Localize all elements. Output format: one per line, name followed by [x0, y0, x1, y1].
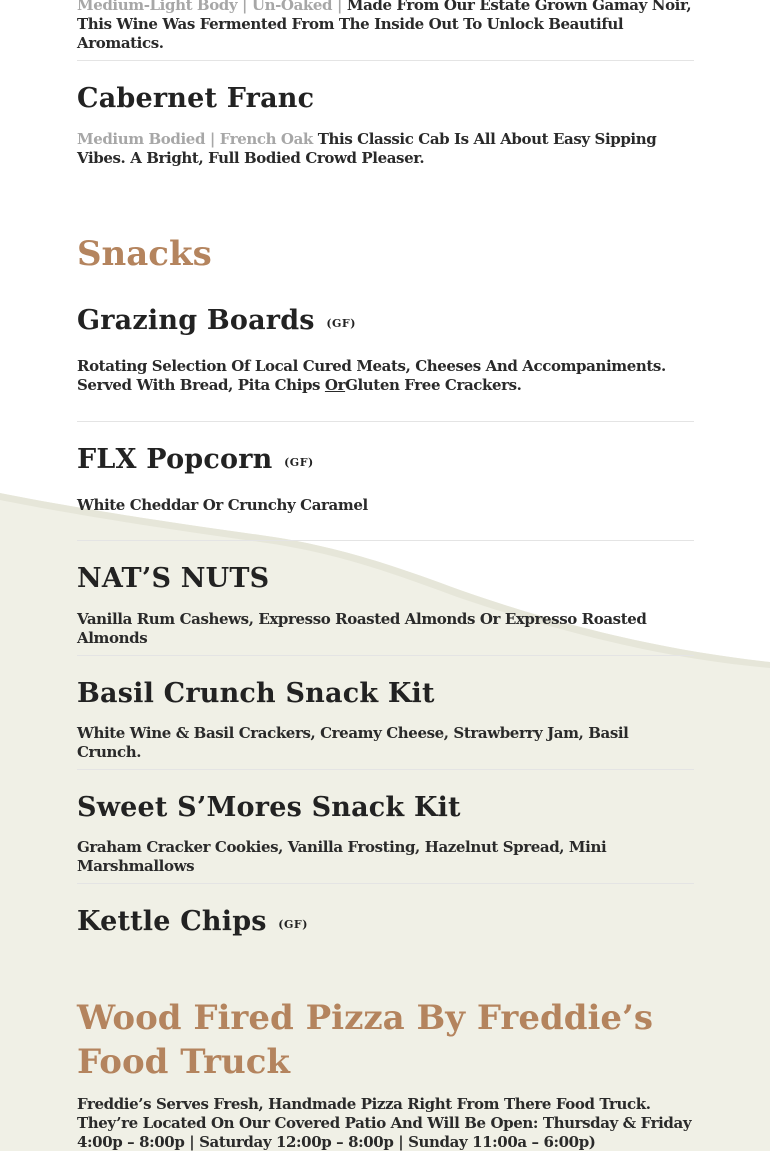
grazing-boards-description	[77, 357, 694, 395]
snacks-heading: Snacks	[77, 234, 212, 274]
smores-kit-description: Graham Cracker Cookies, Vanilla Frosting, Hazelnut Spread, Mini Marshmallows	[77, 838, 607, 875]
grazing-boards-title	[77, 304, 694, 341]
gamay-meta: Medium-Light Body | Un-Oaked |	[77, 0, 343, 14]
gluten-free-tag: (GF)	[326, 317, 356, 330]
flx-popcorn-name: FLX Popcorn	[77, 444, 273, 475]
divider	[77, 540, 694, 541]
gamay-desc-text: Made From Our Estate Grown Gamay Noir, This Wine Was Fermented From The Inside Out To Unlock Beautiful Aromatics.	[77, 0, 692, 52]
divider	[77, 769, 694, 770]
grazing-desc-before: Rotating Selection Of Local Cured Meats, Cheeses And Accompaniments. Served With Bread, Pita Chips	[77, 357, 666, 394]
flx-popcorn-description: White Cheddar Or Crunchy Caramel	[77, 496, 368, 514]
grazing-boards-name: Grazing Boards	[77, 305, 315, 336]
divider	[77, 883, 694, 884]
gluten-free-link[interactable]: Or	[324, 376, 346, 394]
divider	[77, 421, 694, 422]
nats-nuts-description: Vanilla Rum Cashews, Expresso Roasted Almonds Or Expresso Roasted Almonds	[77, 610, 647, 647]
kettle-chips-title	[77, 905, 694, 942]
smores-kit-title: Sweet S’Mores Snack Kit	[77, 792, 461, 823]
gluten-free-tag: (GF)	[284, 456, 314, 469]
divider	[77, 655, 694, 656]
basil-crunch-description: White Wine & Basil Crackers, Creamy Cheese, Strawberry Jam, Basil Crunch.	[77, 724, 629, 761]
kettle-chips-name: Kettle Chips	[77, 906, 267, 937]
basil-crunch-title: Basil Crunch Snack Kit	[77, 678, 435, 709]
nats-nuts-title: NAT’S NUTS	[77, 563, 270, 594]
flx-popcorn-title	[77, 443, 694, 480]
pizza-description: Freddie’s Serves Fresh, Handmade Pizza Right From There Food Truck. They’re Located On Our Covered Patio And Will Be Open: Thursday & Friday 4:00p – 8:00p | Saturday 12:00p – 8:00p | Sunday 11:00a – 6:00p)	[77, 1095, 692, 1151]
gamay-description	[77, 0, 694, 53]
cabernet-desc-text: This Classic Cab Is All About Easy Sipping Vibes. A Bright, Full Bodied Crowd Pleaser.	[77, 130, 657, 167]
cabernet-meta: Medium Bodied | French Oak	[77, 130, 313, 148]
cabernet-franc-description	[77, 130, 694, 168]
grazing-desc-after: Gluten Free Crackers.	[345, 376, 522, 394]
divider	[77, 60, 694, 61]
pizza-heading: Wood Fired Pizza By Freddie’s Food Truck	[77, 998, 654, 1082]
gluten-free-tag: (GF)	[278, 918, 308, 931]
cabernet-franc-title: Cabernet Franc	[77, 83, 315, 114]
